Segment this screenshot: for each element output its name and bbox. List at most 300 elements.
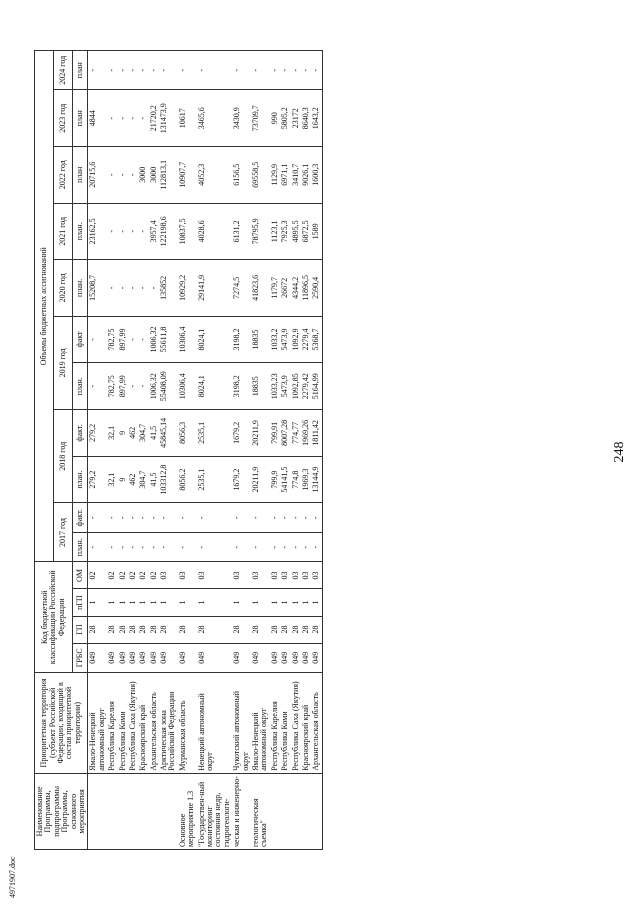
cell-f18: 799,91	[270, 410, 280, 457]
table-row	[280, 51, 290, 850]
cell-name: "Государствен-ный мониторинг состояния недр, гидрогеологи-	[197, 773, 233, 849]
cell-pgp: 1	[149, 589, 159, 616]
header-2018-plan: план.	[72, 456, 87, 503]
header-2020: 2020 год	[53, 260, 72, 317]
cell-pgp: 1	[301, 589, 311, 616]
cell-gp: 28	[251, 616, 270, 643]
cell-p21: -	[118, 203, 128, 260]
cell-name	[301, 773, 311, 849]
cell-f18: 774,77	[291, 410, 301, 457]
cell-p19: 1033,23	[270, 363, 280, 410]
cell-p23: 131473,9	[159, 90, 178, 147]
cell-p17: -	[159, 532, 178, 562]
cell-p23: 8640,3	[301, 90, 311, 147]
header-2024: 2024 год	[53, 51, 72, 90]
cell-p24: -	[88, 51, 107, 90]
cell-pgp: 1	[291, 589, 301, 616]
cell-gp: 28	[197, 616, 233, 643]
cell-p23: 4844	[88, 90, 107, 147]
cell-name	[291, 773, 301, 849]
cell-f19: -	[138, 316, 148, 363]
cell-f19: -	[88, 316, 107, 363]
cell-p17: -	[232, 532, 251, 562]
cell-name: Основное мероприятие 1.3	[178, 773, 197, 849]
cell-grbs: 049	[301, 643, 311, 672]
cell-p17: -	[291, 532, 301, 562]
cell-f18: 41,5	[149, 410, 159, 457]
cell-pgp: 1	[128, 589, 138, 616]
cell-grbs: 049	[311, 643, 322, 672]
cell-grbs: 049	[251, 643, 270, 672]
table-row	[301, 51, 311, 850]
cell-p18: 1679,2	[232, 456, 251, 503]
cell-p18: 32,1	[107, 456, 117, 503]
header-2018-fact: факт.	[72, 410, 87, 457]
cell-p24: -	[301, 51, 311, 90]
cell-p24: -	[232, 51, 251, 90]
table-row	[232, 51, 251, 850]
cell-p19: 55408,09	[159, 363, 178, 410]
page-number: 248	[612, 441, 627, 463]
cell-f18: 279,2	[88, 410, 107, 457]
cell-gp: 28	[301, 616, 311, 643]
cell-grbs: 049	[232, 643, 251, 672]
cell-om: 03	[301, 562, 311, 589]
table-row	[197, 51, 233, 850]
cell-p21: 1589	[311, 203, 322, 260]
cell-p19: 2279,42	[301, 363, 311, 410]
cell-p19: 10306,4	[178, 363, 197, 410]
cell-om: 02	[138, 562, 148, 589]
cell-p19: -	[128, 363, 138, 410]
cell-gp: 28	[107, 616, 117, 643]
cell-p20: 29141,9	[197, 260, 233, 317]
cell-grbs: 049	[128, 643, 138, 672]
cell-p20: 4344,2	[291, 260, 301, 317]
cell-terr: Красноярский край	[301, 673, 311, 774]
cell-name	[280, 773, 290, 849]
cell-p23: 990	[270, 90, 280, 147]
header-2020-plan: план.	[72, 260, 87, 317]
cell-p24: -	[291, 51, 301, 90]
cell-pgp: 1	[159, 589, 178, 616]
cell-grbs: 049	[270, 643, 280, 672]
table-row	[291, 51, 301, 850]
cell-f18: 32,1	[107, 410, 117, 457]
table-row	[311, 51, 322, 850]
cell-terr: Чукотский автономный округ	[232, 673, 251, 774]
cell-f17: -	[88, 503, 107, 533]
cell-p20: -	[118, 260, 128, 317]
cell-name	[128, 773, 138, 849]
cell-f19: 2279,4	[301, 316, 311, 363]
cell-p22: 9026,1	[301, 147, 311, 204]
cell-pgp: 1	[280, 589, 290, 616]
cell-gp: 28	[128, 616, 138, 643]
cell-p20: 41823,6	[251, 260, 270, 317]
cell-p18: 20211,9	[251, 456, 270, 503]
cell-f18: 304,7	[138, 410, 148, 457]
cell-p22: 3000	[149, 147, 159, 204]
header-2019-plan: план.	[72, 363, 87, 410]
cell-p20: 15208,7	[88, 260, 107, 317]
header-2019-fact: факт	[72, 316, 87, 363]
cell-gp: 28	[270, 616, 280, 643]
cell-p17: -	[128, 532, 138, 562]
cell-f17: -	[232, 503, 251, 533]
cell-gp: 28	[149, 616, 159, 643]
cell-om: 03	[311, 562, 322, 589]
cell-pgp: 1	[88, 589, 107, 616]
cell-f17: -	[178, 503, 197, 533]
cell-p17: -	[118, 532, 128, 562]
cell-p17: -	[270, 532, 280, 562]
cell-p21: 122198,6	[159, 203, 178, 260]
cell-f17: -	[128, 503, 138, 533]
cell-gp: 28	[311, 616, 322, 643]
cell-pgp: 1	[197, 589, 233, 616]
cell-p21: 6131,2	[232, 203, 251, 260]
cell-p18: 41,5	[149, 456, 159, 503]
header-2023: 2023 год	[53, 90, 72, 147]
cell-f17: -	[197, 503, 233, 533]
cell-f19: 8024,1	[197, 316, 233, 363]
cell-p21: 1123,1	[270, 203, 280, 260]
cell-p18: 774,8	[291, 456, 301, 503]
cell-f19: 1006,32	[149, 316, 159, 363]
footer-filename: 4971907.doc	[8, 856, 17, 898]
cell-p20: -	[138, 260, 148, 317]
header-grbs: ГРБС	[72, 643, 87, 672]
cell-p20: 1179,7	[270, 260, 280, 317]
rotated-page-content	[34, 50, 624, 850]
cell-p24: -	[107, 51, 117, 90]
cell-name	[270, 773, 280, 849]
cell-name: геологическая съемка"	[251, 773, 270, 849]
cell-f17: -	[138, 503, 148, 533]
cell-name	[159, 773, 178, 849]
header-2017-fact: факт.	[72, 503, 87, 533]
cell-f17: -	[251, 503, 270, 533]
cell-p24: -	[128, 51, 138, 90]
cell-terr: Архангельская область	[311, 673, 322, 774]
cell-f17: -	[118, 503, 128, 533]
cell-p24: -	[118, 51, 128, 90]
cell-p17: -	[280, 532, 290, 562]
cell-pgp: 1	[178, 589, 197, 616]
cell-f18: 1679,2	[232, 410, 251, 457]
cell-p22: -	[128, 147, 138, 204]
cell-f19: 1033,2	[270, 316, 280, 363]
cell-p19: 8024,1	[197, 363, 233, 410]
cell-p21: 10837,5	[178, 203, 197, 260]
table-row	[128, 51, 138, 850]
table-row	[251, 51, 270, 850]
cell-pgp: 1	[311, 589, 322, 616]
cell-grbs: 049	[118, 643, 128, 672]
header-2019: 2019 год	[53, 316, 72, 409]
cell-p23: 5805,2	[280, 90, 290, 147]
budget-table	[34, 50, 323, 850]
cell-f18: 8007,28	[280, 410, 290, 457]
cell-p21: 4028,6	[197, 203, 233, 260]
cell-p22: 1129,9	[270, 147, 280, 204]
cell-f17: -	[291, 503, 301, 533]
cell-f19: 1092,9	[291, 316, 301, 363]
cell-gp: 28	[118, 616, 128, 643]
cell-terr: Республика Саха (Якутия)	[128, 673, 138, 774]
cell-p17: -	[138, 532, 148, 562]
cell-p23: 73709,7	[251, 90, 270, 147]
cell-grbs: 049	[159, 643, 178, 672]
header-2022: 2022 год	[53, 147, 72, 204]
cell-f18: 1969,26	[301, 410, 311, 457]
cell-p17: -	[178, 532, 197, 562]
cell-p24: -	[178, 51, 197, 90]
cell-p19: 1006,32	[149, 363, 159, 410]
cell-p23: -	[128, 90, 138, 147]
cell-p18: 8056,2	[178, 456, 197, 503]
cell-f19: 5368,7	[311, 316, 322, 363]
cell-p18: 462	[128, 456, 138, 503]
cell-p19: 782,75	[107, 363, 117, 410]
cell-gp: 28	[159, 616, 178, 643]
table-row	[138, 51, 148, 850]
header-name: Наименование Программы, подпрограммы Программы, основного мероприятия	[35, 773, 88, 849]
table-row	[107, 51, 117, 850]
cell-p24: -	[311, 51, 322, 90]
cell-p19: 897,99	[118, 363, 128, 410]
cell-p23: 1643,2	[311, 90, 322, 147]
cell-p18: 799,9	[270, 456, 280, 503]
cell-p22: 3410,7	[291, 147, 301, 204]
cell-f19: 5473,9	[280, 316, 290, 363]
header-volumes: Объемы бюджетных ассигнований	[35, 51, 54, 562]
cell-pgp: 1	[251, 589, 270, 616]
cell-terr: Мурманская область	[178, 673, 197, 774]
cell-p17: -	[197, 532, 233, 562]
cell-p21: 23162,5	[88, 203, 107, 260]
cell-p22: 112813,1	[159, 147, 178, 204]
cell-p21: 6872,5	[301, 203, 311, 260]
cell-p19: 18835	[251, 363, 270, 410]
cell-grbs: 049	[280, 643, 290, 672]
cell-f19: 10306,4	[178, 316, 197, 363]
cell-terr: Республика Саха (Якутия)	[291, 673, 301, 774]
cell-p18: 103312,8	[159, 456, 178, 503]
cell-terr: Республика Коми	[280, 673, 290, 774]
cell-om: 03	[178, 562, 197, 589]
cell-terr: Красноярский край	[138, 673, 148, 774]
cell-gp: 28	[232, 616, 251, 643]
cell-om: 03	[270, 562, 280, 589]
cell-name	[118, 773, 128, 849]
cell-p19: 5473,9	[280, 363, 290, 410]
cell-p19: 1092,85	[291, 363, 301, 410]
header-gp: ГП	[72, 616, 87, 643]
cell-p22: 1600,3	[311, 147, 322, 204]
table-row	[178, 51, 197, 850]
cell-p18: 2535,1	[197, 456, 233, 503]
cell-p24: -	[197, 51, 233, 90]
cell-p17: -	[311, 532, 322, 562]
cell-p18: 54141,5	[280, 456, 290, 503]
cell-f19: 3198,2	[232, 316, 251, 363]
cell-om: 03	[291, 562, 301, 589]
cell-f17: -	[301, 503, 311, 533]
cell-p17: -	[251, 532, 270, 562]
table-row	[159, 51, 178, 850]
cell-p19: 5164,99	[311, 363, 322, 410]
header-pgp: пГП	[72, 589, 87, 616]
cell-pgp: 1	[232, 589, 251, 616]
header-2017-plan: план.	[72, 532, 87, 562]
cell-p22: 69558,5	[251, 147, 270, 204]
cell-gp: 28	[291, 616, 301, 643]
cell-f18: 462	[128, 410, 138, 457]
cell-pgp: 1	[138, 589, 148, 616]
cell-f18: 1811,42	[311, 410, 322, 457]
cell-om: 02	[128, 562, 138, 589]
cell-p22: 6971,1	[280, 147, 290, 204]
cell-p18: 13144,9	[311, 456, 322, 503]
header-2023-plan: план	[72, 90, 87, 147]
cell-name	[149, 773, 159, 849]
cell-p23: -	[107, 90, 117, 147]
cell-name	[107, 773, 117, 849]
cell-p20: 135852	[159, 260, 178, 317]
cell-gp: 28	[178, 616, 197, 643]
cell-p24: -	[149, 51, 159, 90]
cell-f18: 45845,14	[159, 410, 178, 457]
cell-grbs: 049	[149, 643, 159, 672]
table-body	[88, 51, 322, 850]
cell-f19: -	[128, 316, 138, 363]
cell-p18: 9	[118, 456, 128, 503]
cell-om: 02	[149, 562, 159, 589]
cell-p19: -	[138, 363, 148, 410]
cell-p18: 279,2	[88, 456, 107, 503]
cell-f19: 18835	[251, 316, 270, 363]
header-2024-plan: план	[72, 51, 87, 90]
cell-pgp: 1	[118, 589, 128, 616]
cell-p20: -	[128, 260, 138, 317]
cell-p23: 10617	[178, 90, 197, 147]
cell-p17: -	[149, 532, 159, 562]
cell-grbs: 049	[178, 643, 197, 672]
header-2022-plan: план	[72, 147, 87, 204]
cell-pgp: 1	[270, 589, 280, 616]
cell-p22: 3000	[138, 147, 148, 204]
cell-p21: -	[107, 203, 117, 260]
cell-p23: -	[118, 90, 128, 147]
cell-terr: Арктическая зона Российской Федерации	[159, 673, 178, 774]
cell-terr: Ненецкий автономный округ	[197, 673, 233, 774]
cell-om: 03	[251, 562, 270, 589]
cell-f17: -	[280, 503, 290, 533]
table-row	[118, 51, 128, 850]
cell-p24: -	[270, 51, 280, 90]
cell-p23: 21720,2	[149, 90, 159, 147]
cell-terr: Республика Карелия	[107, 673, 117, 774]
cell-p18: 1969,3	[301, 456, 311, 503]
cell-name: ческая и инженерно-	[232, 773, 251, 849]
cell-p20: 7274,5	[232, 260, 251, 317]
cell-p22: -	[107, 147, 117, 204]
cell-p21: 7925,3	[280, 203, 290, 260]
cell-om: 03	[159, 562, 178, 589]
cell-p17: -	[88, 532, 107, 562]
cell-p24: -	[280, 51, 290, 90]
header-2017: 2017 год	[53, 503, 72, 562]
cell-p20: -	[107, 260, 117, 317]
cell-p20: 2590,4	[311, 260, 322, 317]
cell-grbs: 049	[197, 643, 233, 672]
header-budget-code: Код бюджетной классификации Российской Федерации	[35, 562, 73, 673]
cell-f18: 2535,1	[197, 410, 233, 457]
cell-f19: 782,75	[107, 316, 117, 363]
cell-pgp: 1	[107, 589, 117, 616]
cell-terr: Ямало-Ненецкий автономный округ	[251, 673, 270, 774]
cell-grbs: 049	[291, 643, 301, 672]
cell-grbs: 049	[107, 643, 117, 672]
cell-name	[311, 773, 322, 849]
cell-name	[88, 773, 107, 849]
cell-f18: 20211,9	[251, 410, 270, 457]
cell-p22: 20715,6	[88, 147, 107, 204]
cell-gp: 28	[280, 616, 290, 643]
cell-gp: 28	[138, 616, 148, 643]
cell-f19: 55611,8	[159, 316, 178, 363]
cell-p24: -	[251, 51, 270, 90]
cell-om: 02	[107, 562, 117, 589]
cell-p24: -	[159, 51, 178, 90]
cell-p22: 10907,7	[178, 147, 197, 204]
table-row	[149, 51, 159, 850]
cell-om: 02	[88, 562, 107, 589]
cell-p20: 26672	[280, 260, 290, 317]
cell-terr: Республика Коми	[118, 673, 128, 774]
cell-om: 03	[197, 562, 233, 589]
cell-om: 03	[232, 562, 251, 589]
cell-name	[138, 773, 148, 849]
cell-p20: 11896,5	[301, 260, 311, 317]
cell-p18: 304,7	[138, 456, 148, 503]
header-om: ОМ	[72, 562, 87, 589]
cell-p21: -	[138, 203, 148, 260]
table-row	[88, 51, 107, 850]
cell-p21: 3957,4	[149, 203, 159, 260]
cell-terr: Ямало-Ненецкий автономный округ	[88, 673, 107, 774]
cell-p19: -	[88, 363, 107, 410]
cell-p17: -	[301, 532, 311, 562]
cell-p23: 3465,6	[197, 90, 233, 147]
cell-p21: 78795,9	[251, 203, 270, 260]
cell-terr: Архангельская область	[149, 673, 159, 774]
header-2018: 2018 год	[53, 410, 72, 503]
cell-p22: 6156,5	[232, 147, 251, 204]
cell-f19: 897,99	[118, 316, 128, 363]
header-2021: 2021 год	[53, 203, 72, 260]
cell-p22: -	[118, 147, 128, 204]
cell-f17: -	[107, 503, 117, 533]
cell-terr: Республика Карелия	[270, 673, 280, 774]
cell-f17: -	[270, 503, 280, 533]
header-territory: Приоритетная территория (субъект Российской Федерации, входящий в состав приоритетной территории)	[35, 673, 88, 774]
cell-f17: -	[159, 503, 178, 533]
cell-p20: -	[149, 260, 159, 317]
cell-p23: 3430,9	[232, 90, 251, 147]
